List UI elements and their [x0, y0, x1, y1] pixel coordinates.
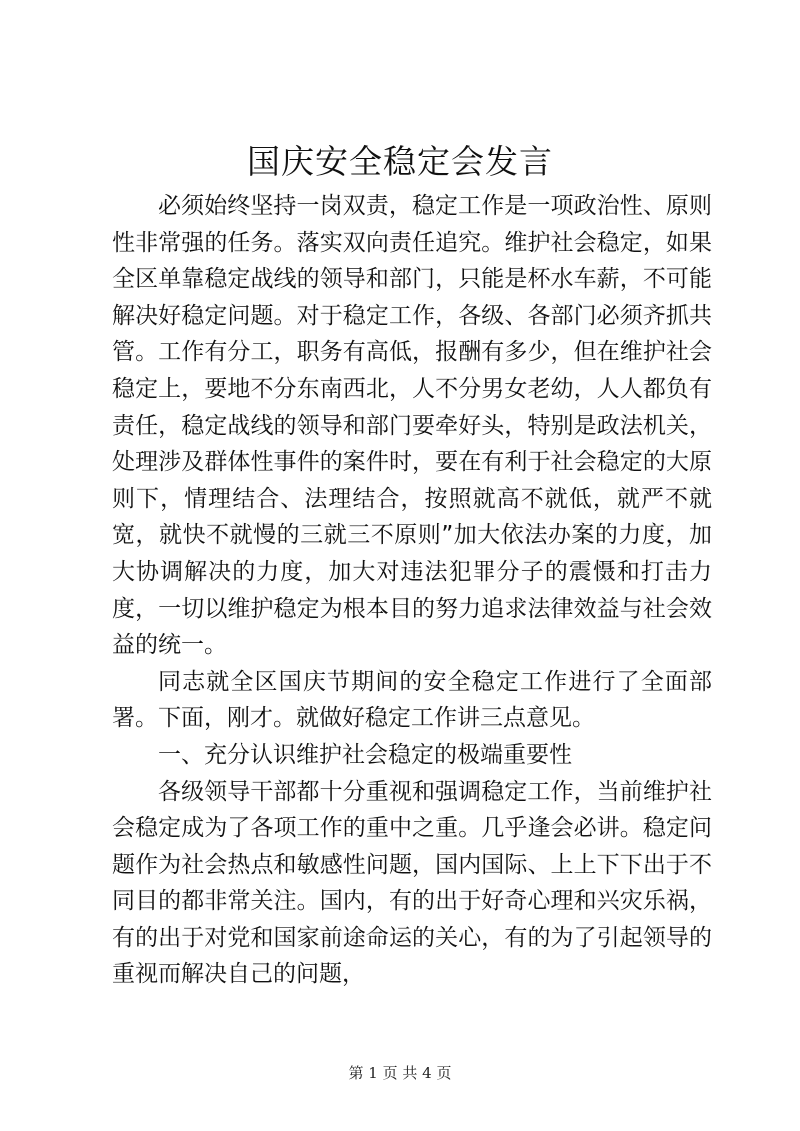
section-heading-1: 一、充分认识维护社会稳定的极端重要性 — [158, 741, 572, 768]
document-body — [112, 188, 712, 993]
paragraph-1: 必须始终坚持一岗双责，稳定工作是一项政治性、原则性非常强的任务。落实双向责任追究。维护社会稳定，如果全区单靠稳定战线的领导和部门，只能是杯水车薪，不可能解决好稳定问题。对于稳定工作，各级、各部门必须齐抓共管。工作有分工，职务有高低，报酬有多少，但在维护社会稳定上，要地不分东南西北，人不分男女老幼，人人都负有责任，稳定战线的领导和部门要牵好头，特别是政法机关，处理涉及群体性事件的案件时，要在有利于社会稳定的大原则下，情理结合、法理结合，按照就高不就低，就严不就宽，就快不就慢的三就三不原则”加大依法办案的力度，加大协调解决的力度，加大对违法犯罪分子的震慑和打击力度，一切以维护稳定为根本目的努力追求法律效益与社会效益的统一。 — [112, 193, 712, 659]
paragraph-3: 各级领导干部都十分重视和强调稳定工作，当前维护社会稳定成为了各项工作的重中之重。几乎逢会必讲。稳定问题作为社会热点和敏感性问题，国内国际、上上下下出于不同目的都非常关注。国内，有的出于好奇心理和兴灾乐祸，有的出于对党和国家前途命运的关心，有的为了引起领导的重视而解决自己的问题， — [112, 778, 712, 988]
paragraph-2: 同志就全区国庆节期间的安全稳定工作进行了全面部署。下面，刚才。就做好稳定工作讲三点意见。 — [112, 668, 712, 732]
document-title: 国庆安全稳定会发言 — [247, 142, 553, 181]
page-number-footer: 第 1 页 共 4 页 — [348, 1064, 452, 1082]
